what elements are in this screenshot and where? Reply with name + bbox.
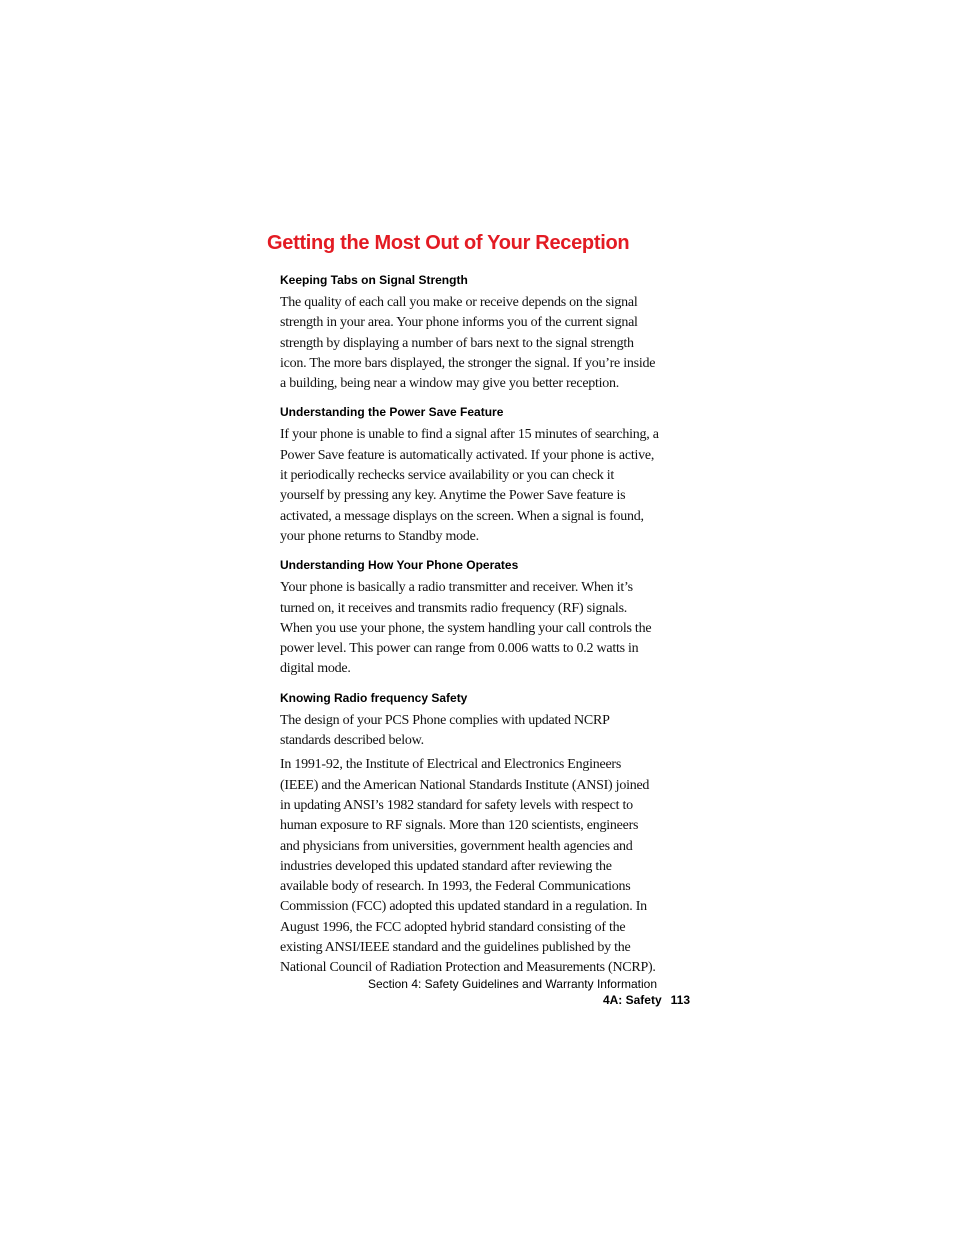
section-paragraph: The quality of each call you make or receive depends on the signal strength in your area. Your phone informs you of the current signal strength by displaying a number of bars next to the signal strength icon. The more bars displayed, the stronger the signal. If you’re inside a building, being near a window may give you better reception. — [280, 295, 656, 392]
section-heading-power-save: Understanding the Power Save Feature — [280, 405, 504, 420]
footer-section-label: Section 4: Safety Guidelines and Warranty Information — [367, 977, 657, 991]
page-number: 113 — [670, 993, 690, 1007]
section-paragraph: Your phone is basically a radio transmitter and receiver. When it’s turned on, it receives and transmits radio frequency (RF) signals. When you use your phone, the system handling your call controls the power level. This power can range from 0.006 watts to 0.2 watts in digital mode. — [280, 580, 652, 677]
section-paragraph: If your phone is unable to find a signal after 15 minutes of searching, a Power Save feature is automatically activated. If your phone is active, it periodically rechecks service availability or you can check it yourself by pressing any key. Anytime the Power Save feature is activated, a message displays on the screen. When a signal is found, your phone returns to Standby mode. — [280, 427, 659, 544]
section-heading-phone-operates: Understanding How Your Phone Operates — [280, 558, 519, 573]
footer-chapter — [603, 992, 690, 1008]
section-paragraph: The design of your PCS Phone complies with updated NCRP standards described below. — [280, 712, 610, 749]
section-heading-rf-safety: Knowing Radio frequency Safety — [280, 690, 468, 705]
page-content — [280, 271, 660, 979]
section-heading-signal-strength: Keeping Tabs on Signal Strength — [280, 273, 468, 287]
page-title: Getting the Most Out of Your Reception — [267, 232, 630, 254]
section-paragraph: In 1991-92, the Institute of Electrical and Electronics Engineers (IEEE) and the American National Standards Institute (ANSI) joined in updating ANSI’s 1982 standard for safety levels with respect to human exposure to RF signals. More than 120 scientists, engineers and physicians from universities, government health agencies and industries developed this updated standard after reviewing the available body of research. In 1993, the Federal Communications Commission (FCC) adopted this updated standard in a regulation. In August 1996, the FCC adopted hybrid standard consisting of the existing ANSI/IEEE standard and the guidelines published by the National Council of Radiation Protection and Measurements (NCRP). — [280, 757, 656, 976]
footer-chapter-label: 4A: Safety — [602, 993, 662, 1007]
